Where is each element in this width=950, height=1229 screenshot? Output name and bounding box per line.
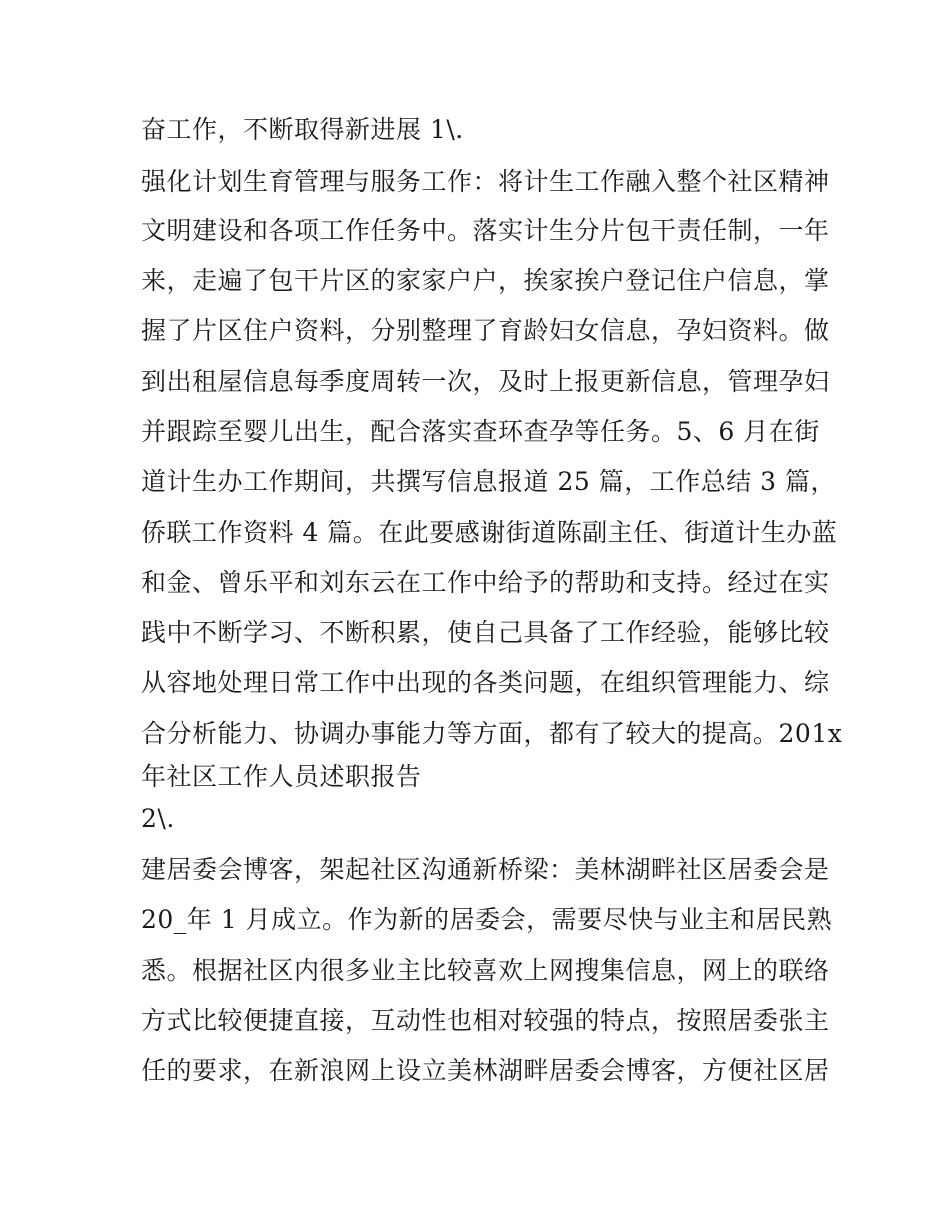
text-line: 任的要求，在新浪网上设立美林湖畔居委会博客，方便社区居 — [141, 1056, 830, 1085]
text-line: 和金、曾乐平和刘东云在工作中给予的帮助和支持。经过在实 — [141, 568, 830, 597]
text-line: 年社区工作人员述职报告 — [141, 762, 422, 791]
text-line: 践中不断学习、不断积累，使自己具备了工作经验，能够比较 — [141, 618, 830, 647]
text-line: 到出租屋信息每季度周转一次，及时上报更新信息，管理孕妇 — [141, 367, 830, 396]
text-line: 侨联工作资料 4 篇。在此要感谢街道陈副主任、街道计生办蓝 — [141, 518, 838, 547]
text-line: 奋工作，不断取得新进展 1\. — [141, 115, 464, 144]
text-line: 握了片区住户资料，分别整理了育龄妇女信息，孕妇资料。做 — [141, 316, 830, 345]
text-line: 道计生办工作期间，共撰写信息报道 25 篇，工作总结 3 篇， — [141, 467, 837, 496]
text-line: 来，走遍了包干片区的家家户户，挨家挨户登记住户信息，掌 — [141, 266, 830, 295]
text-line: 并跟踪至婴儿出生，配合落实查环查孕等任务。5、6 月在街 — [141, 417, 820, 446]
text-line: 20_年 1 月成立。作为新的居委会，需要尽快与业主和居民熟 — [141, 905, 833, 934]
text-line: 文明建设和各项工作任务中。落实计生分片包干责任制，一年 — [141, 216, 830, 245]
text-line: 建居委会博客，架起社区沟通新桥梁：美林湖畔社区居委会是 — [141, 855, 830, 884]
text-line: 从容地处理日常工作中出现的各类问题，在组织管理能力、综 — [141, 668, 830, 697]
text-line: 悉。根据社区内很多业主比较喜欢上网搜集信息，网上的联络 — [141, 956, 830, 985]
text-line: 强化计划生育管理与服务工作：将计生工作融入整个社区精神 — [141, 167, 830, 196]
text-line: 2\. — [141, 804, 175, 833]
text-line: 合分析能力、协调办事能力等方面，都有了较大的提高。201x — [141, 719, 843, 748]
text-line: 方式比较便捷直接，互动性也相对较强的特点，按照居委张主 — [141, 1006, 830, 1035]
